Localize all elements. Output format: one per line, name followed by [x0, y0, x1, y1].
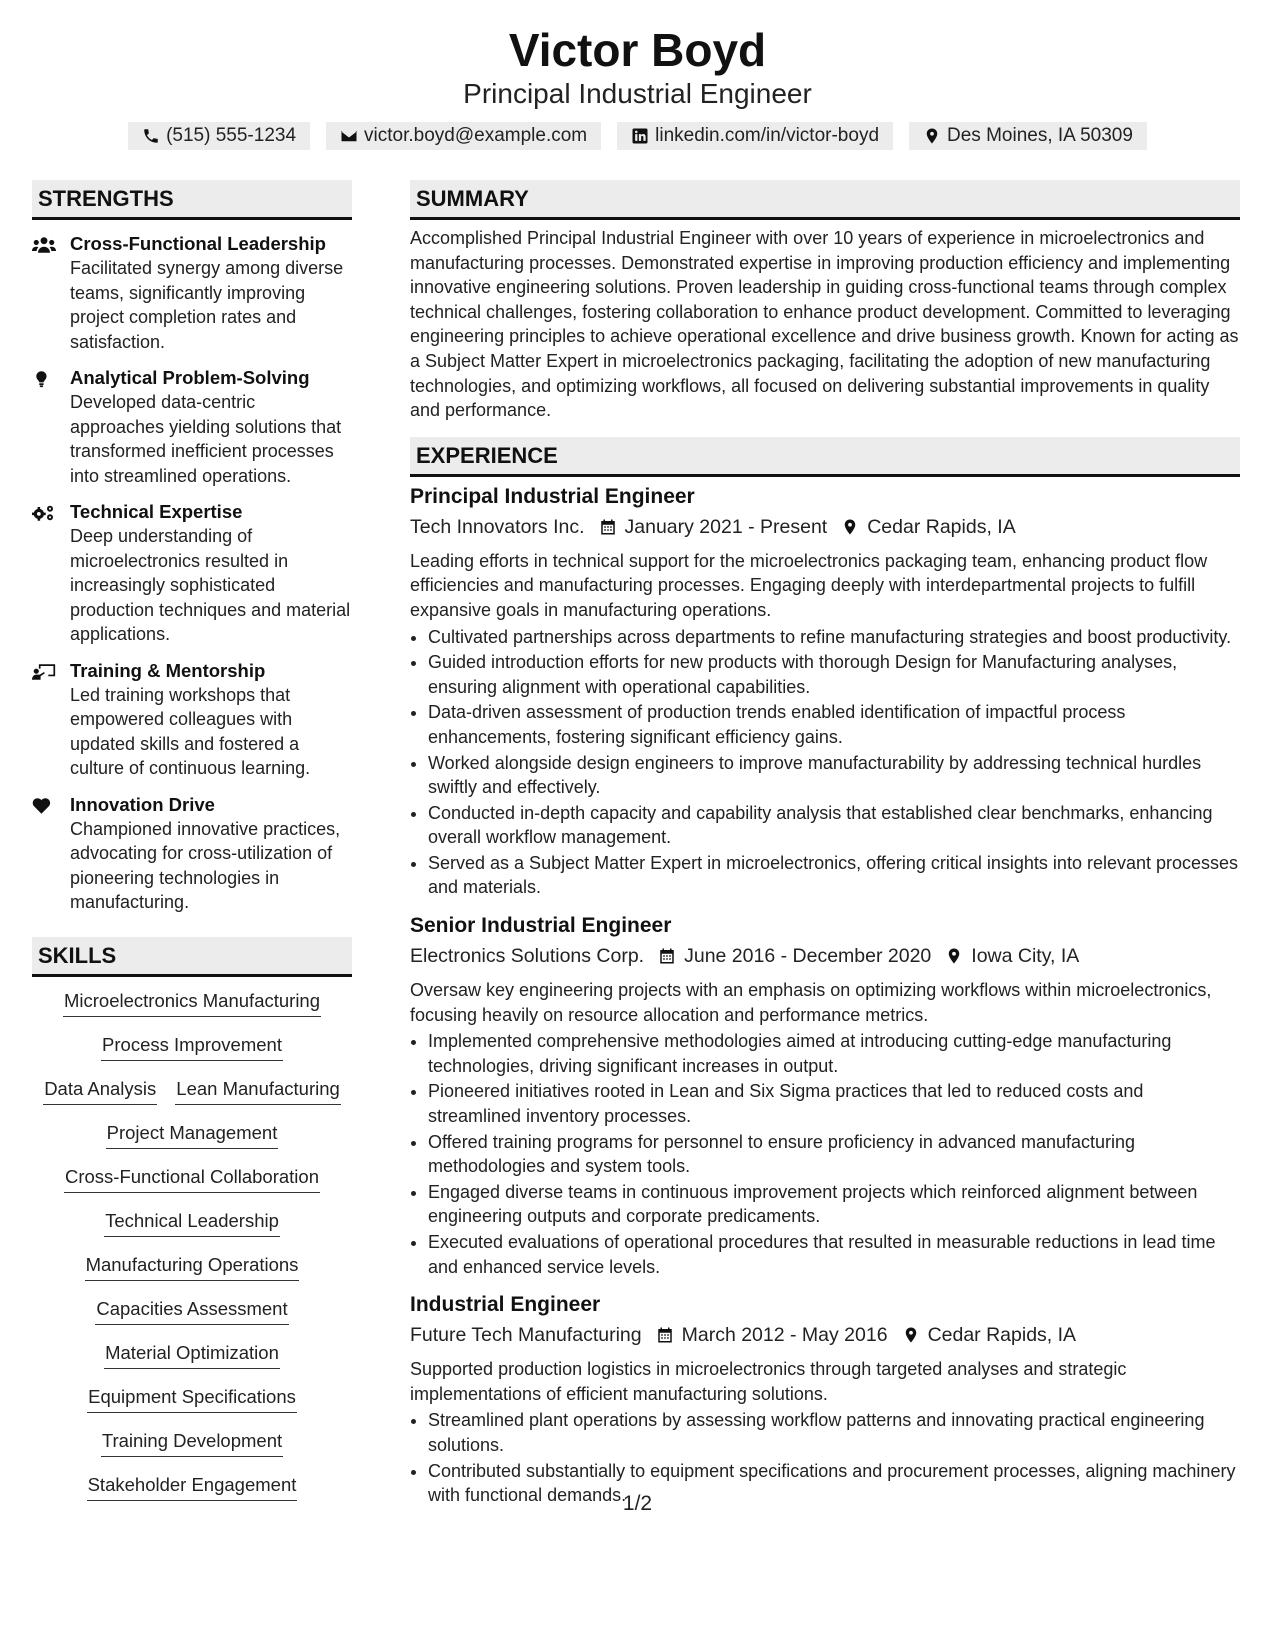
lightbulb-icon [32, 369, 56, 389]
calendar-icon [658, 947, 676, 965]
map-pin-icon [902, 1326, 920, 1344]
job-bullet: • Cultivated partnerships across departments to refine manufacturing strategies and boost productivity. [428, 625, 1240, 650]
map-pin-icon [945, 947, 963, 965]
strength-title: Technical Expertise [70, 501, 243, 522]
job-bullet: • Implemented comprehensive methodologies aimed at introducing cutting-edge manufacturing technologies, driving significant increases in output. [428, 1029, 1240, 1078]
job-dates: June 2016 - December 2020 [684, 945, 932, 968]
job-bullet: • Contributed substantially to equipment specifications and procurement processes, aligning machinery with functional demands. [428, 1459, 1240, 1508]
skills-list [32, 989, 352, 1501]
candidate-name: Victor Boyd [508, 24, 767, 76]
job-description: Oversaw key engineering projects with an emphasis on optimizing workflows within microelectronics, focusing heavily on resource allocation and performance metrics. [410, 980, 1212, 1025]
job-company: Tech Innovators Inc. [410, 515, 585, 538]
job-bullet: • Conducted in-depth capacity and capability analysis that established clear benchmarks, enhancing overall workflow management. [428, 801, 1240, 850]
skill-tag: Lean Manufacturing [175, 1077, 341, 1105]
strength-title: Analytical Problem-Solving [70, 367, 310, 388]
skill-row [32, 1297, 352, 1325]
chalkboard-teacher-icon [32, 662, 56, 682]
job-title: Industrial Engineer [410, 1293, 601, 1317]
skill-tag: Manufacturing Operations [85, 1253, 300, 1281]
phone-icon [142, 127, 160, 145]
strength-title: Cross-Functional Leadership [70, 233, 326, 254]
job-bullets [410, 1029, 1240, 1279]
skill-tag: Cross-Functional Collaboration [64, 1165, 320, 1193]
skill-row [32, 989, 352, 1017]
calendar-icon [656, 1326, 674, 1344]
skill-row [32, 1385, 352, 1413]
job-bullets [410, 625, 1240, 901]
skill-row [32, 1429, 352, 1457]
job-bullet: • Data-driven assessment of production trends enabled identification of impactful process enhancements, fostering significant efficiency gains. [428, 700, 1240, 749]
job-description: Leading efforts in technical support for the microelectronics packaging team, enhancing product flow efficiencies and manufacturing processes. Engaging deeply with interdepartmental projects to fulfill expansive goals in manufacturing operations. [410, 550, 1208, 620]
job-bullet: • Worked alongside design engineers to improve manufacturability by addressing technical hurdles swiftly and effectively. [428, 751, 1240, 800]
linkedin-icon [631, 127, 649, 145]
strength-title: Innovation Drive [70, 793, 215, 815]
job-meta [410, 1321, 1240, 1349]
skill-row [32, 1077, 352, 1105]
job-title: Principal Industrial Engineer [410, 484, 695, 508]
strength-item [32, 366, 352, 488]
contact-phone[interactable] [128, 122, 310, 150]
strength-desc: Developed data-centric approaches yielding solutions that transformed inefficient processes into streamlined operations. [70, 392, 342, 486]
experience-list [410, 483, 1240, 1508]
contact-linkedin-text: linkedin.com/in/victor-boyd [655, 125, 880, 146]
skill-row [32, 1121, 352, 1149]
job-bullet: • Executed evaluations of operational procedures that resulted in measurable reductions in lead time and enhanced service levels. [428, 1230, 1240, 1279]
strength-item [32, 232, 352, 354]
page-number: 1/2 [622, 1492, 653, 1515]
contact-email[interactable] [326, 122, 601, 150]
skill-tag: Technical Leadership [104, 1209, 280, 1237]
strength-desc: Championed innovative practices, advocating for cross-utilization of pioneering technologies in manufacturing. [70, 818, 341, 912]
strength-item [32, 659, 352, 781]
strengths-heading: STRENGTHS [32, 180, 352, 220]
contact-bar [0, 122, 1275, 150]
gears-icon [32, 503, 56, 523]
skill-tag: Training Development [101, 1429, 283, 1457]
job-company: Electronics Solutions Corp. [410, 945, 645, 968]
contact-linkedin[interactable] [617, 122, 893, 150]
skill-row [32, 1253, 352, 1281]
experience-heading: EXPERIENCE [410, 437, 1240, 477]
skill-tag: Process Improvement [101, 1033, 283, 1061]
contact-email-text: victor.boyd@example.com [364, 125, 588, 146]
skill-tag: Project Management [106, 1121, 279, 1149]
contact-phone-text: (515) 555-1234 [166, 125, 297, 146]
job-dates: January 2021 - Present [624, 515, 828, 538]
job-entry [410, 1291, 1240, 1508]
job-location: Cedar Rapids, IA [927, 1324, 1077, 1347]
job-company: Future Tech Manufacturing [410, 1324, 642, 1347]
strength-desc: Deep understanding of microelectronics resulted in increasingly sophisticated production techniques and material applications. [70, 526, 351, 644]
job-location: Iowa City, IA [971, 945, 1080, 968]
job-bullet: • Streamlined plant operations by assessing workflow patterns and innovating practical engineering solutions. [428, 1408, 1240, 1457]
resume-header [0, 0, 1275, 150]
skill-row [32, 1165, 352, 1193]
users-icon [32, 235, 56, 255]
strength-desc: Led training workshops that empowered colleagues with updated skills and fostered a culture of continuous learning. [70, 684, 311, 778]
left-column [32, 180, 352, 1517]
job-bullet: • Served as a Subject Matter Expert in microelectronics, offering critical insights into relevant processes and materials. [428, 851, 1240, 900]
job-bullet: • Engaged diverse teams in continuous improvement projects which reinforced alignment between engineering outputs and corporate predicaments. [428, 1180, 1240, 1229]
heart-icon [32, 796, 56, 816]
skill-row [32, 1033, 352, 1061]
job-bullet: • Pioneered initiatives rooted in Lean and Six Sigma practices that led to reduced costs and streamlined inventory processes. [428, 1079, 1240, 1128]
summary-text: Accomplished Principal Industrial Engineer with over 10 years of experience in microelectronics and manufacturing processes. Demonstrated expertise in improving production efficiency and implementing innovative engineering solutions. Proven leadership in guiding cross-functional teams through complex technical challenges, fostering collaboration to enhance product development. Committed to leveraging engineering principles to achieve operational excellence and drive business growth. Known for acting as a Subject Matter Expert in microelectronics packaging, facilitating the adoption of new manufacturing technologies, and optimizing workflows, all focused on delivering substantial improvements in quality and performance. [410, 228, 1239, 421]
contact-location [909, 122, 1147, 150]
envelope-icon [340, 127, 358, 145]
skill-tag: Material Optimization [104, 1341, 280, 1369]
calendar-icon [599, 518, 617, 536]
skill-tag: Equipment Specifications [87, 1385, 297, 1413]
strength-title: Training & Mentorship [70, 659, 266, 681]
job-entry [410, 912, 1240, 1279]
job-description: Supported production logistics in microelectronics through targeted analyses and strategic implementations of efficient manufacturing solutions. [410, 1359, 1127, 1404]
job-meta [410, 942, 1240, 970]
right-column [410, 180, 1240, 1509]
job-dates: March 2012 - May 2016 [681, 1324, 888, 1347]
skill-tag: Stakeholder Engagement [87, 1473, 298, 1501]
skills-heading: SKILLS [32, 937, 352, 977]
strength-desc: Facilitated synergy among diverse teams, significantly improving project completion rates and satisfaction. [70, 258, 344, 352]
summary-heading: SUMMARY [410, 180, 1240, 220]
map-pin-icon [841, 518, 859, 536]
job-meta [410, 513, 1240, 541]
candidate-title: Principal Industrial Engineer [463, 78, 812, 109]
job-location: Cedar Rapids, IA [867, 515, 1016, 538]
skill-tag: Capacities Assessment [95, 1297, 288, 1325]
skill-row [32, 1341, 352, 1369]
skill-tag: Data Analysis [43, 1077, 157, 1105]
map-pin-icon [923, 127, 941, 145]
skill-row [32, 1209, 352, 1237]
strength-item [32, 793, 352, 915]
contact-location-text: Des Moines, IA 50309 [947, 125, 1133, 146]
job-title: Senior Industrial Engineer [410, 914, 672, 938]
job-bullet: • Guided introduction efforts for new products with thorough Design for Manufacturing analyses, ensuring alignment with operational capabilities. [428, 650, 1240, 699]
job-bullet: • Offered training programs for personnel to ensure proficiency in advanced manufacturing methodologies and system tools. [428, 1130, 1240, 1179]
job-entry [410, 483, 1240, 900]
strength-item [32, 500, 352, 647]
skill-tag: Microelectronics Manufacturing [63, 989, 321, 1017]
